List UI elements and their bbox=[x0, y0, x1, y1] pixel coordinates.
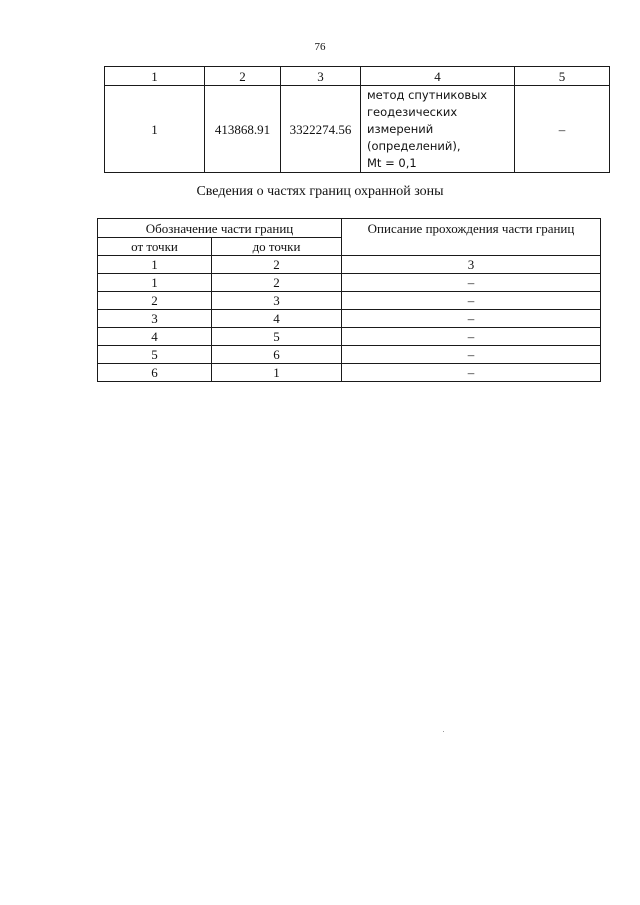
table-row bbox=[98, 364, 601, 382]
x-coordinate-cell: 413868.91 bbox=[205, 86, 281, 173]
to-point-cell: 2 bbox=[212, 274, 342, 292]
method-line: геодезических bbox=[367, 104, 458, 119]
header-from-point: от точки bbox=[98, 238, 212, 256]
to-point-cell: 5 bbox=[212, 328, 342, 346]
section-title: Сведения о частях границ охранной зоны bbox=[196, 184, 444, 199]
header-description: Описание прохождения части границ bbox=[342, 219, 601, 256]
point-number-cell: 1 bbox=[105, 86, 205, 173]
col-header-1: 1 bbox=[105, 67, 205, 86]
method-line: (определений), bbox=[367, 138, 461, 153]
y-coordinate-cell: 3322274.56 bbox=[281, 86, 361, 173]
coordinates-data-row bbox=[105, 86, 610, 173]
header-to-point: до точки bbox=[212, 238, 342, 256]
table-row bbox=[98, 274, 601, 292]
description-cell: – bbox=[342, 292, 601, 310]
from-point-cell: 4 bbox=[98, 328, 212, 346]
scan-speck bbox=[443, 731, 444, 732]
to-point-cell: 1 bbox=[212, 364, 342, 382]
to-point-cell: 4 bbox=[212, 310, 342, 328]
table-row bbox=[98, 328, 601, 346]
from-point-cell: 1 bbox=[98, 256, 212, 274]
method-line: измерений bbox=[367, 121, 434, 136]
coordinates-header-row bbox=[105, 67, 610, 86]
from-point-cell: 1 bbox=[98, 274, 212, 292]
description-cell: – bbox=[515, 86, 610, 173]
to-point-cell: 2 bbox=[212, 256, 342, 274]
page-number: 76 bbox=[314, 41, 326, 53]
to-point-cell: 6 bbox=[212, 346, 342, 364]
description-cell: – bbox=[342, 364, 601, 382]
parts-header-row bbox=[98, 219, 601, 238]
description-cell: – bbox=[342, 310, 601, 328]
header-part-designation: Обозначение части границ bbox=[98, 219, 342, 238]
col-header-5: 5 bbox=[515, 67, 610, 86]
description-cell: 3 bbox=[342, 256, 601, 274]
description-cell: – bbox=[342, 274, 601, 292]
col-header-2: 2 bbox=[205, 67, 281, 86]
col-header-3: 3 bbox=[281, 67, 361, 86]
table-row bbox=[98, 292, 601, 310]
from-point-cell: 6 bbox=[98, 364, 212, 382]
description-cell: – bbox=[342, 346, 601, 364]
table-row bbox=[98, 310, 601, 328]
from-point-cell: 3 bbox=[98, 310, 212, 328]
description-cell: – bbox=[342, 328, 601, 346]
table-row bbox=[98, 256, 601, 274]
to-point-cell: 3 bbox=[212, 292, 342, 310]
boundary-parts-table bbox=[97, 218, 601, 382]
method-line: метод спутниковых bbox=[367, 87, 488, 102]
from-point-cell: 2 bbox=[98, 292, 212, 310]
from-point-cell: 5 bbox=[98, 346, 212, 364]
method-cell bbox=[361, 86, 515, 173]
table-row bbox=[98, 346, 601, 364]
method-line: Mt = 0,1 bbox=[367, 155, 417, 170]
coordinates-table bbox=[104, 66, 610, 173]
col-header-4: 4 bbox=[361, 67, 515, 86]
